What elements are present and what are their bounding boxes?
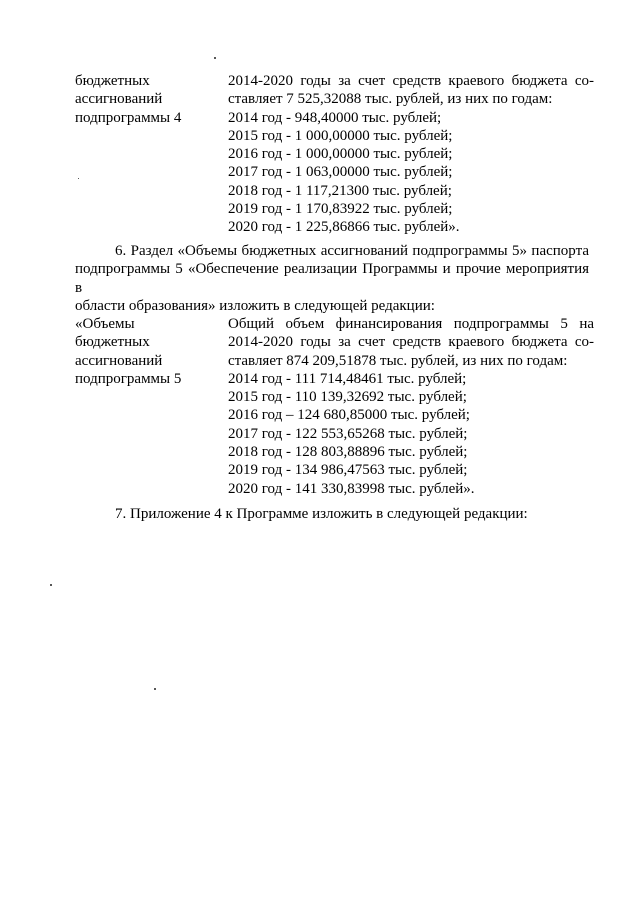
paragraph-line: 6. Раздел «Объемы бюджетных ассигнований подпрограммы 5» паспорта	[115, 243, 589, 259]
year-amount-line: 2016 год - 1 000,00000 тыс. рублей;	[228, 146, 453, 163]
label-line: подпрограммы 5	[75, 370, 182, 387]
subprogram-4-label	[75, 72, 228, 237]
subprogram-5-budget-block	[75, 315, 594, 498]
scan-speck	[214, 57, 216, 59]
scan-speck	[78, 178, 79, 179]
subprogram-4-budget-block	[75, 72, 594, 237]
funding-line: 2014-2020 годы за счет средств краевого бюджета со-	[228, 334, 594, 351]
label-line: ассигнований	[75, 91, 163, 108]
scan-speck	[154, 688, 156, 690]
scan-speck	[50, 584, 52, 586]
label-line: бюджетных	[75, 73, 150, 89]
year-amount-line: 2020 год - 141 330,83998 тыс. рублей».	[228, 480, 475, 497]
paragraph-line: 7. Приложение 4 к Программе изложить в следующей редакции:	[115, 506, 528, 522]
year-amount-line: 2016 год – 124 680,85000 тыс. рублей;	[228, 407, 470, 424]
label-line: бюджетных	[75, 334, 150, 351]
funding-line: ставляет 7 525,32088 тыс. рублей, из них по годам:	[228, 91, 553, 108]
subprogram-5-label	[75, 315, 228, 498]
year-amount-line: 2019 год - 1 170,83922 тыс. рублей;	[228, 201, 453, 218]
label-line: ассигнований	[75, 352, 163, 369]
year-amount-line: 2018 год - 128 803,88896 тыс. рублей;	[228, 444, 468, 461]
year-amount-line: 2017 год - 122 553,65268 тыс. рублей;	[228, 425, 468, 442]
year-amount-line: 2018 год - 1 117,21300 тыс. рублей;	[228, 182, 452, 199]
paragraph-line: подпрограммы 5 «Обеспечение реализации Программы и прочие мероприятия в	[75, 261, 589, 296]
subprogram-4-funding-text	[228, 72, 594, 237]
year-amount-line: 2017 год - 1 063,00000 тыс. рублей;	[228, 164, 453, 181]
paragraph-line: области образования» изложить в следующей редакции:	[75, 297, 435, 314]
year-amount-line: 2020 год - 1 225,86866 тыс. рублей».	[228, 219, 460, 236]
funding-line: 2014-2020 годы за счет средств краевого бюджета со-	[228, 73, 594, 89]
funding-line: Общий объем финансирования подпрограммы 5 на	[228, 316, 594, 332]
paragraph-7	[75, 505, 589, 523]
year-amount-line: 2014 год - 111 714,48461 тыс. рублей;	[228, 370, 467, 387]
paragraph-6	[75, 242, 589, 315]
year-amount-line: 2015 год - 110 139,32692 тыс. рублей;	[228, 389, 467, 406]
year-amount-line: 2014 год - 948,40000 тыс. рублей;	[228, 109, 442, 126]
label-line: подпрограммы 4	[75, 109, 182, 126]
label-line: «Объемы	[75, 316, 135, 332]
funding-line: ставляет 874 209,51878 тыс. рублей, из них по годам:	[228, 352, 568, 369]
subprogram-5-funding-text	[228, 315, 594, 498]
year-amount-line: 2019 год - 134 986,47563 тыс. рублей;	[228, 462, 468, 479]
year-amount-line: 2015 год - 1 000,00000 тыс. рублей;	[228, 127, 453, 144]
